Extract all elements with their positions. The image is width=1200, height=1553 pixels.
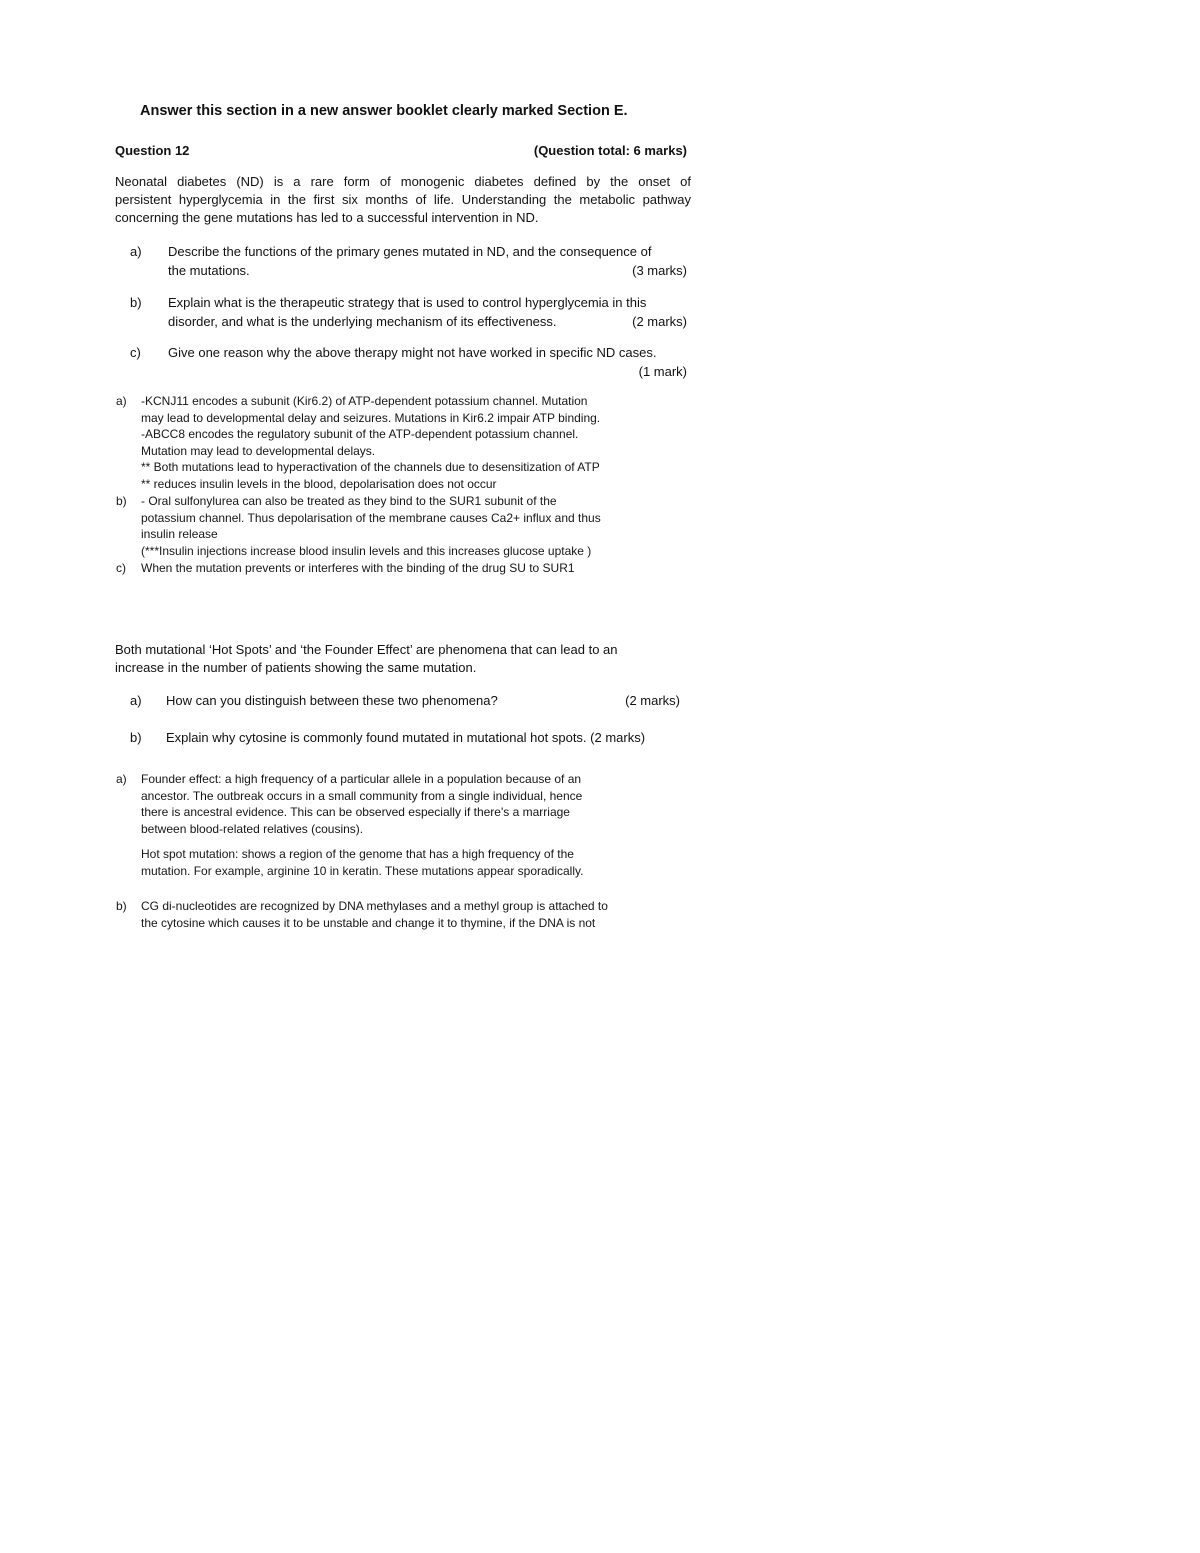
- answer-line: mutation. For example, arginine 10 in keratin. These mutations appear sporadically.: [141, 863, 584, 878]
- answer-line: ancestor. The outbreak occurs in a small community from a single individual, hence: [141, 788, 583, 803]
- question-2-part-b: [130, 728, 690, 747]
- answer-b: [116, 493, 706, 559]
- answer-line: - Oral sulfonylurea can also be treated as they bind to the SUR1 subunit of the: [141, 494, 557, 508]
- answer-a: [116, 393, 706, 493]
- question-number: Question 12: [115, 143, 190, 158]
- part-marks: (3 marks): [632, 263, 687, 278]
- part-label: b): [130, 730, 142, 745]
- section-heading: Answer this section in a new answer booklet clearly marked Section E.: [140, 103, 628, 119]
- intro-line: Both mutational ‘Hot Spots’ and ‘the Founder Effect’ are phenomena that can lead to an: [115, 642, 618, 657]
- intro-line: increase in the number of patients showing the same mutation.: [115, 660, 477, 675]
- part-marks: (2 marks): [625, 693, 680, 708]
- question-total: (Question total: 6 marks): [533, 143, 687, 158]
- answer-line: When the mutation prevents or interferes with the binding of the drug SU to SUR1: [141, 561, 575, 575]
- answer-label: a): [116, 394, 127, 408]
- intro-line: Neonatal diabetes (ND) is a rare form of monogenic diabetes defined by the onset of: [115, 174, 691, 189]
- part-label: a): [130, 244, 142, 259]
- question-header: [115, 143, 687, 158]
- part-marks: (2 marks): [632, 314, 687, 329]
- question-part-b: [130, 293, 691, 331]
- answer-line: (***Insulin injections increase blood insulin levels and this increases glucose uptake ): [141, 543, 592, 558]
- answer-line: insulin release: [141, 527, 218, 542]
- question-2-part-a: [130, 691, 680, 710]
- part-marks: (2 marks): [590, 730, 646, 745]
- part-label: c): [130, 345, 141, 360]
- intro-line: concerning the gene mutations has led to a successful intervention in ND.: [115, 210, 539, 225]
- answer-c: [116, 560, 706, 577]
- answer-line: -ABCC8 encodes the regulatory subunit of the ATP-dependent potassium channel.: [141, 427, 579, 442]
- part-text-line: How can you distinguish between these two phenomena? (2 marks): [166, 693, 680, 708]
- part-text-line: Give one reason why the above therapy might not have worked in specific ND cases.: [168, 345, 657, 360]
- answer-line: may lead to developmental delay and seizures. Mutations in Kir6.2 impair ATP binding.: [141, 410, 601, 425]
- answer-line: Founder effect: a high frequency of a particular allele in a population because of an: [141, 772, 582, 786]
- question-part-c: [130, 343, 691, 379]
- part-text-line: disorder, and what is the underlying mechanism of its effectiveness. (2 marks): [168, 314, 687, 329]
- intro-line: persistent hyperglycemia in the first six months of life. Understanding the metabolic pathway: [115, 192, 691, 207]
- answer-line: Mutation may lead to developmental delays.: [141, 443, 376, 458]
- answer-2-b: [116, 898, 706, 931]
- answer-line: potassium channel. Thus depolarisation of the membrane causes Ca2+ influx and thus: [141, 510, 601, 525]
- answer-label: b): [116, 494, 127, 508]
- part-text-line: the mutations. (3 marks): [168, 263, 687, 278]
- part-label: a): [130, 693, 142, 708]
- answer-line: ** reduces insulin levels in the blood, depolarisation does not occur: [141, 476, 497, 491]
- answer-label: b): [116, 899, 127, 913]
- part-marks: (1 mark): [638, 364, 687, 379]
- part-text-line: Explain what is the therapeutic strategy that is used to control hyperglycemia in this: [168, 295, 647, 310]
- answer-line: Hot spot mutation: shows a region of the genome that has a high frequency of the: [141, 847, 574, 862]
- answer-2-a: [116, 771, 706, 880]
- part-text-line: Describe the functions of the primary genes mutated in ND, and the consequence of: [168, 244, 652, 259]
- part-text-line: Explain why cytosine is commonly found mutated in mutational hot spots. (2 marks): [166, 730, 646, 745]
- answer-line: ** Both mutations lead to hyperactivation of the channels due to desensitization of ATP: [141, 460, 600, 475]
- answer-line: CG di-nucleotides are recognized by DNA methylases and a methyl group is attached to: [141, 899, 608, 913]
- question-intro: [115, 173, 691, 227]
- answer-line: between blood-related relatives (cousins).: [141, 821, 364, 836]
- part-label: b): [130, 295, 142, 310]
- question-intro-2: [115, 641, 681, 677]
- answer-label: c): [116, 561, 126, 575]
- question-part-a: [130, 242, 691, 280]
- answer-label: a): [116, 772, 127, 786]
- answer-line: there is ancestral evidence. This can be observed especially if there's a marriage: [141, 805, 570, 820]
- answer-line: the cytosine which causes it to be unstable and change it to thymine, if the DNA is not: [141, 915, 596, 930]
- answer-line: -KCNJ11 encodes a subunit (Kir6.2) of ATP-dependent potassium channel. Mutation: [141, 394, 588, 408]
